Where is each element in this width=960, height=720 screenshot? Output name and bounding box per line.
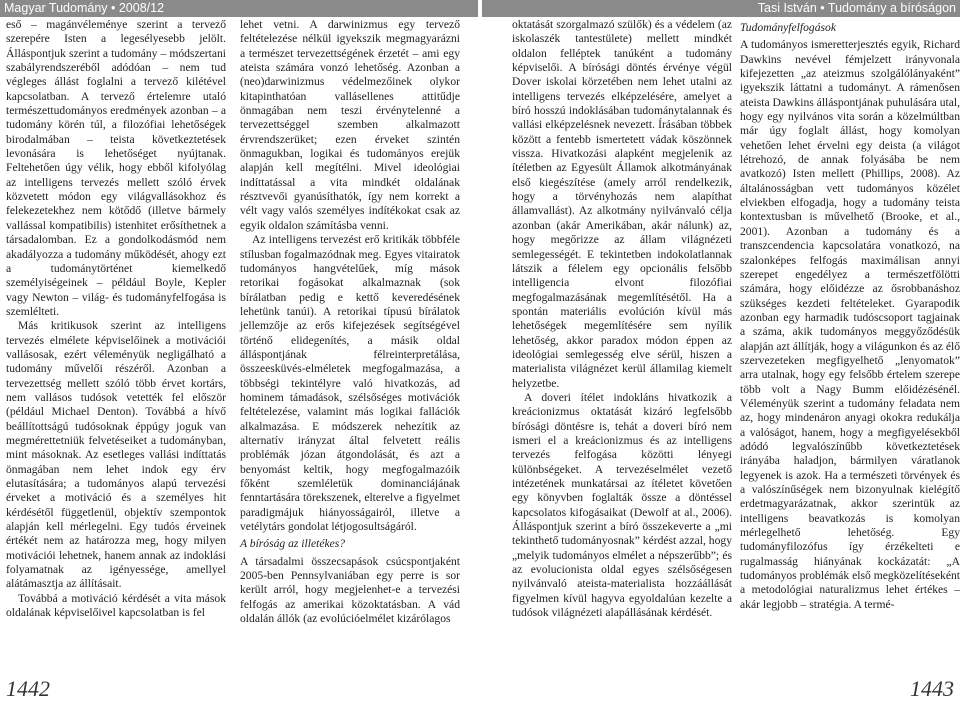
paragraph: Továbbá a motiváció kérdését a vita mások oldalának képviselőivel kapcsolatban is fel [6, 591, 226, 620]
paragraph: A társadalmi összecsapások csúcspontjaként 2005-ben Pennsylvaniában egy perre is sor került arról, hogy megjelenhet-e a tervezési felfogás az amerikai közoktatásban. A vád oldalán állók (az evolúcióelmélet kizárólagos [240, 554, 460, 626]
text-column-4 [740, 18, 960, 612]
text-column-2 [240, 18, 460, 626]
paragraph: A tudományos ismeretterjesztés egyik, Richard Dawkins nevével fémjelzett irányvonala kifejezetten „az ateizmus szolgálólányaként” igyekszik láttatni a tudományt. A rámenősen ateista Dawkins álláspontjának puhulására utal, hogy egy nyilvános vita során a közelmúltban már úgy foglalt állást, hogy komolyan vehetően lehet érvelni egy deista (a világot létrehozó, de annak folyásába be nem avatkozó) Isten mellett (Phillips, 2008). Az általánosságban vett tudományos közélet elviekben elfogadja, hogy a tudomány teista kontextusban is művelhető (Brooke, et al., 2001). Azonban a tudomány és a transzcendencia kapcsolatára vonatkozó, na szalonképes felfogás maximálisan annyi szerepet engedélyez a természetfölötti számára, hogy előidézze az ősrobbanáshoz szükséges kezdeti feltételeket. Gyarapodik azonban egy harmadik tudóscsoport tagjainak a száma, akik tudományos meggyőződésük alapján azt állítják, hogy a világunkon és az élő szervezeteken megfigyelhető „lenyomatok” arra utalnak, hogy egy felsőbb értelem szerepe több volt a Nagy Bumm előidézésénél. Véleményük szerint a tudomány feladata nem az, hogy mindenáron anyagi okokra redukálja a valóságot, hanem, hogy a megfigyelésekből adódó legvalószínűbb következtetések irányába haladjon, bármilyen váratlanok legyenek is azok. Ha a természeti törvények és a valószínűségek nem bizonyulnak kielégítő erdetmagyarázatnak, akkor szerintük az intelligens beavatkozás is komolyan mérlegelhető lehetőség. Egy tudományfilozófus így érzékelteti e rugalmasság hiányának kockázatát: „A tudományos problémák első megközelítéseként a metodológiai naturalizmus lehet értékes – akár legjobb – stratégia. A termé- [740, 38, 960, 611]
paragraph: eső – magánvéleménye szerint a tervező szerepére Isten a legesélyesebb jelölt. Álláspontjuk szerint a tudomány – módszertani szabályrendszeréből adódóan – nem tud végleges állást foglalni a tervező kilétével kapcsolatban. A tervező értelemre utaló természettudományos eredmények azonban – a tudomány körén túl, a filozófiai lehetőségek birodalmában – teista következtetések levonására is lehetőséget nyújtanak. Feltehetően úgy vélik, hogy ebből kifolyólag az intelligens tervezés mellett szóló érvek közvetett módon egy világvallásokhoz és felekezetekhez nem kötődő (illetve bármely vallással kompatibilis) istenhitet erősíthetnek a társadalomban. Ez a gondolkodásmód nem akadályozza a tudomány működését, ahogy ezt a tudománytörténet kiemelkedő személyiségeinek – például Boyle, Kepler vagy Newton – világ- és tudományfelfogása is szemlélteti. [6, 18, 226, 318]
paragraph: Az intelligens tervezést erő kritikák többféle stílusban fogalmazódnak meg. Egyes vitairatok tudományos hangvételűek, míg mások retorikai fogásokat alkalmaznak (sok bírálatban pedig e kettő keveredésének lehetünk tanúi). A retorikai típusú bírálatok jellemzője az erős kifejezések segítségével történő elidegenítés, a másik oldal álláspontjának félreinterpretálása, összeesküvés-elméletek megfogalmazása, a többségi tekintélyre való hivatkozás, ad hominem támadások, szélsőséges motivációk feltételezése, valamint más logikai fallációk alkalmazása. E módszerek nehezítik az alternatív irányzat által felvetett reális problémák józan átgondolását, és azt a benyomást keltik, hogy megfogalmazóik főként szemléletük dominanciájának fenntartására törekszenek, elterelve a figyelmet paradigmájuk hiányosságairól, illetve a vetélytárs gondolat létjogosultságáról. [240, 233, 460, 534]
running-header-left: Magyar Tudomány • 2008/12 [0, 0, 478, 17]
running-header-right: Tasi István • Tudomány a bíróságon [482, 0, 960, 17]
paragraph: lehet vetni. A darwinizmus egy tervező feltételezése nélkül igyekszik megmagyarázni a természet tervezettségének érzetét – ami egy ateista számára vonzó lehetőség. Azonban a (neo)darwinizmus védelmezőinek olykor kitapinthatóan vallásellenes attitűdje önmagában nem teszi érvénytelenné a tervezettséggel szemben alkalmazott érvrendszerüket; ezen érveket szintén önmagukban, logikai és tudományos erejük alapján kell megítélni. Mivel ideológiai indíttatással a vita mindkét oldalának résztvevői gyanúsíthatók, így nem korrekt a vélt vagy valós személyes indítékokat csak az egyik oldalon számításba venni. [240, 18, 460, 232]
paragraph: Más kritikusok szerint az intelligens tervezés elmélete képviselőinek a motivációi vallásosak, ezért véleményük negligálható a tudomány művelői részéről. Azonban a tervezettség mellett szóló több érvet kortárs, nem vallásos tudósok vetették fel először (például Michael Denton). Továbbá a hívő beállítottságú tudósoknak éppúgy joguk van megmérettetniük felvetéseiket a tudományban, mint másoknak. Az esetleges vallási indíttatás önmagában nem lehet indok egy érv elutasítására; a tudományos alapú tervezési érveket a motiváció és a személyes hit kérdésétől függetlenül, objektív szempontok alapján kell mérlegelni. Egy tudós érveinek értékét nem az határozza meg, hogy milyen motivációi lehetnek, hanem annak az indoklási folyamatnak az igényessége, amellyel alátámasztja az állításait. [6, 319, 226, 591]
section-subheading: A bíróság az illetékes? [240, 537, 346, 551]
paragraph: oktatását szorgalmazó szülők) és a védelem (az iskolaszék tantestülete) mellett mindkét oldalon felléptek tanúként a tudomány képviselői. A bírósági döntés érvénye végül Dover iskolai körzetében nem lehet utalni az intelligens tervezés elképzelésére, amelyet a bíró hosszú indoklásában tudománytalannak és vallási elképzelésnek nevezett. Írásában többek között a fentebb ismertetett vádak köszönnek vissza. Hivatkozási alapként megjelenik az ítéletben az Egyesült Államok alkotmányának első kiegészítése (amely arról rendelkezik, hogy a törvényhozás nem alapíthat államvallást). Az alkotmány nyilvánvaló célja azonban (akár Amerikában, akár nálunk) az, hogy megőrizze az állam világnézeti semlegességét. E tekintetben indokolatlannak látszik a félelem egy opcionális felsőbb intelligencia elvont filozófiai megfogalmazásának megemlítésétől. Ha a spontán materiális evolúción kívül más lehetőségek megemlítésére sem nyílik lehetőség, akkor paradox módon éppen az ideológiai semlegesség elve sérül, hiszen a materialista világnézet kerül államilag kiemelt helyzetbe. [512, 18, 732, 390]
page-number-left: 1442 [6, 676, 50, 701]
section-subheading: Tudományfelfogások [740, 21, 836, 34]
paragraph: A doveri ítélet indokláns hivatkozik a kreácionizmus oktatását kizáró legfelsőbb bírósági döntésre is, tehát a doveri bíró nem ismeri el a kreácionizmus és az intelligens tervezés felfogása közötti lényegi különbségeket. A tervezéselmélet vezető intézetének munkatársai az ítéletet követően egy könyvben foglalták össze a döntéssel kapcsolatos kifogásaikat (Dewolf at al., 2006). Álláspontjuk szerint a bíró összekeverte a „mi tekinthető tudományosnak” kérdést azzal, hogy „melyik tudományos elmélet a népszerűbb”; és az evolucionista oldal egyes szélsőségesen nyilvánvaló ateista-materialista hozzáállását figyelmen kívül hagyva egyoldalúan kezelte a tudósok világnézeti alapállásának kérdését. [512, 390, 732, 620]
page-number-right: 1443 [910, 676, 954, 701]
text-column-3 [512, 18, 732, 620]
text-column-1 [6, 18, 226, 620]
